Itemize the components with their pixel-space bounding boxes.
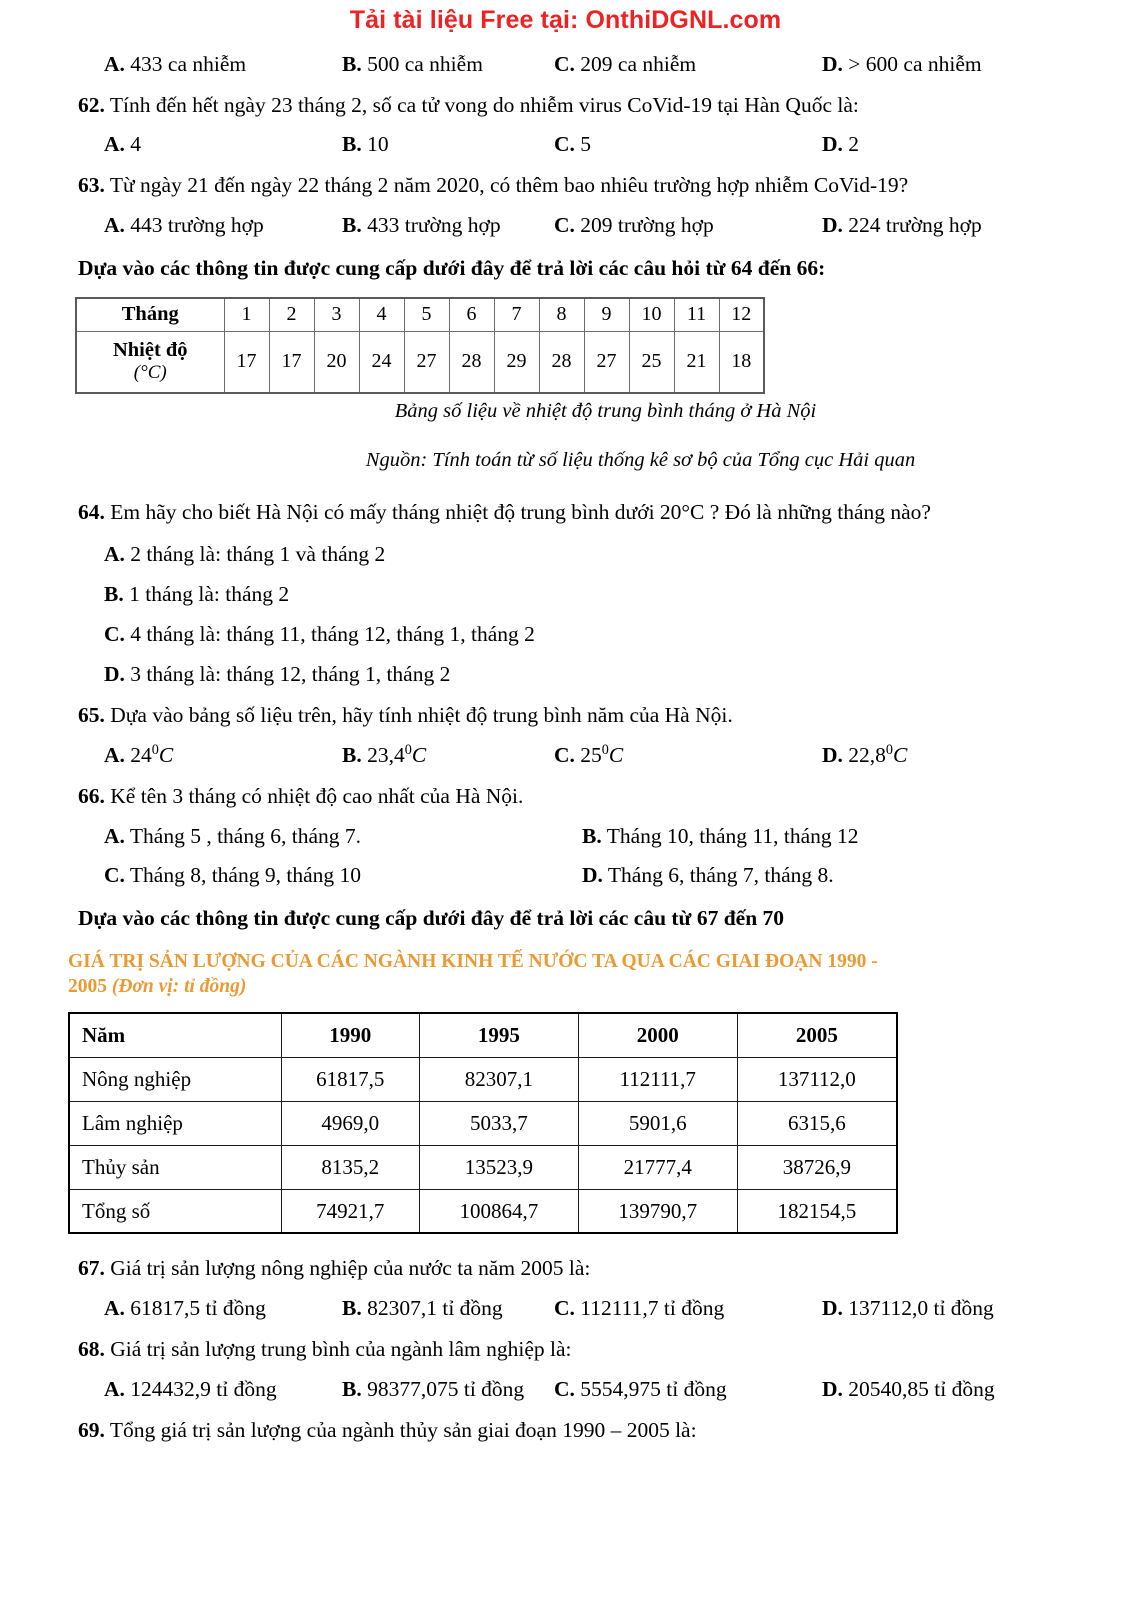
question-66-text: Kể tên 3 tháng có nhiệt độ cao nhất của Hà Nội. <box>110 783 524 808</box>
option-a-value: 24 <box>130 742 152 767</box>
option-c-letter: C. <box>554 213 575 238</box>
econ-cell: 139790,7 <box>578 1189 737 1233</box>
econ-table-wrapper <box>0 1012 1131 1234</box>
econ-header-2000: 2000 <box>578 1013 737 1057</box>
option-d[interactable] <box>822 132 859 157</box>
option-c[interactable] <box>554 213 822 238</box>
option-d-letter: D. <box>582 863 603 888</box>
option-d-letter: D. <box>822 51 843 76</box>
option-c[interactable] <box>104 622 1053 647</box>
econ-header-2005: 2005 <box>737 1013 897 1057</box>
temp-cell: 27 <box>404 331 449 393</box>
option-d[interactable] <box>582 863 834 888</box>
question-68-number: 68. <box>78 1337 105 1362</box>
option-d-letter: D. <box>822 1376 843 1401</box>
option-a-text: 4 <box>130 132 142 157</box>
option-d-letter: D. <box>822 132 843 157</box>
option-a[interactable] <box>104 1296 342 1321</box>
option-d-text: 20540,85 tỉ đồng <box>848 1376 995 1401</box>
question-64-text: Em hãy cho biết Hà Nội có mấy tháng nhiệt độ trung bình dưới 20°C ? Đó là những tháng nào? <box>110 500 931 525</box>
option-a-text: 433 ca nhiễm <box>130 51 247 76</box>
option-a-letter: A. <box>104 1376 125 1401</box>
option-b-text: 98377,075 tỉ đồng <box>367 1376 525 1401</box>
option-a[interactable] <box>104 1377 342 1402</box>
option-c-text: 5554,975 tỉ đồng <box>580 1376 727 1401</box>
option-a[interactable] <box>104 824 582 849</box>
temp-cell: 27 <box>584 331 629 393</box>
option-c-text: 4 tháng là: tháng 11, tháng 12, tháng 1, tháng 2 <box>130 621 535 646</box>
option-b-letter: B. <box>342 51 362 76</box>
econ-row-label: Nông nghiệp <box>69 1057 281 1101</box>
econ-cell: 100864,7 <box>419 1189 578 1233</box>
option-a[interactable] <box>104 743 342 768</box>
document-content-2 <box>0 498 1131 931</box>
table-row <box>76 298 764 331</box>
question-64-number: 64. <box>78 500 105 525</box>
question-63-number: 63. <box>78 173 105 198</box>
econ-cell: 4969,0 <box>281 1101 419 1145</box>
temperature-table-wrapper <box>0 297 1131 394</box>
option-a-text: 2 tháng là: tháng 1 và tháng 2 <box>130 541 386 566</box>
econ-row-label: Lâm nghiệp <box>69 1101 281 1145</box>
question-65-text: Dựa vào bảng số liệu trên, hãy tính nhiệt độ trung bình năm của Hà Nội. <box>110 702 733 727</box>
question-62-number: 62. <box>78 92 105 117</box>
option-c-letter: C. <box>554 1296 575 1321</box>
econ-cell: 137112,0 <box>737 1057 897 1101</box>
question-67-number: 67. <box>78 1256 105 1281</box>
option-b-text: 500 ca nhiễm <box>367 51 483 76</box>
option-b[interactable] <box>582 824 859 849</box>
option-a-text: Tháng 5 , tháng 6, tháng 7. <box>129 824 361 849</box>
option-d-text: 224 trường hợp <box>848 213 982 238</box>
option-b[interactable] <box>342 1377 554 1402</box>
temp-cell: 29 <box>494 331 539 393</box>
econ-cell: 38726,9 <box>737 1145 897 1189</box>
econ-row-label: Tổng số <box>69 1189 281 1233</box>
option-b-text: 82307,1 tỉ đồng <box>367 1296 503 1321</box>
option-d[interactable] <box>822 52 982 77</box>
option-b-text: 10 <box>367 132 389 157</box>
option-a-unit: C <box>158 742 174 767</box>
temp-label-text: Nhiệt độ <box>112 339 188 362</box>
option-c[interactable] <box>104 863 582 888</box>
option-b-value: 23,4 <box>367 742 405 767</box>
option-b[interactable] <box>342 52 554 77</box>
question-64-stem <box>78 498 1053 527</box>
option-d-letter: D. <box>822 742 843 767</box>
option-d-letter: D. <box>104 661 125 686</box>
option-b[interactable] <box>342 1296 554 1321</box>
month-cell: 7 <box>494 298 539 331</box>
option-a[interactable] <box>104 213 342 238</box>
option-d[interactable] <box>104 662 1053 687</box>
econ-header-year: Năm <box>69 1013 281 1057</box>
econ-cell: 21777,4 <box>578 1145 737 1189</box>
econ-cell: 13523,9 <box>419 1145 578 1189</box>
option-b-text: 433 trường hợp <box>367 213 501 238</box>
question-68-stem <box>78 1335 1053 1364</box>
option-b-letter: B. <box>342 132 362 157</box>
question-67-text: Giá trị sản lượng nông nghiệp của nước ta năm 2005 là: <box>110 1256 591 1281</box>
temp-cell: 28 <box>539 331 584 393</box>
option-a-letter: A. <box>104 213 125 238</box>
month-cell: 6 <box>449 298 494 331</box>
month-cell: 12 <box>719 298 764 331</box>
option-d-text: 137112,0 tỉ đồng <box>848 1296 994 1321</box>
econ-table-title <box>0 950 880 1000</box>
month-cell: 8 <box>539 298 584 331</box>
question-69-text: Tổng giá trị sản lượng của ngành thủy sản giai đoạn 1990 – 2005 là: <box>109 1417 697 1442</box>
option-b-letter: B. <box>342 1376 362 1401</box>
option-b-text: Tháng 10, tháng 11, tháng 12 <box>606 824 859 849</box>
econ-cell: 61817,5 <box>281 1057 419 1101</box>
option-a[interactable] <box>104 132 342 157</box>
option-a-text: 124432,9 tỉ đồng <box>130 1376 277 1401</box>
question-65-number: 65. <box>78 702 105 727</box>
table-header-row <box>69 1013 897 1057</box>
month-cell: 10 <box>629 298 674 331</box>
option-c[interactable] <box>554 1377 822 1402</box>
table-row <box>76 331 764 393</box>
econ-header-1990: 1990 <box>281 1013 419 1057</box>
option-c-letter: C. <box>104 621 125 646</box>
option-d-text: 2 <box>848 132 860 157</box>
question-65-stem <box>78 701 1053 730</box>
econ-title-main: GIÁ TRỊ SẢN LƯỢNG CỦA CÁC NGÀNH KINH TẾ NƯỚC TA QUA CÁC GIAI ĐOẠN 1990 - 2005 <box>68 951 878 998</box>
question-69-stem <box>78 1416 1053 1445</box>
option-d-unit: C <box>893 742 908 767</box>
temp-cell: 28 <box>449 331 494 393</box>
option-d-letter: D. <box>822 213 843 238</box>
option-a-letter: A. <box>104 132 125 157</box>
question-65-options <box>78 743 1053 768</box>
question-63-stem <box>78 171 1053 200</box>
temp-cell: 24 <box>359 331 404 393</box>
temperature-table-caption: Bảng số liệu về nhiệt độ trung bình tháng ở Hà Nội <box>394 400 817 423</box>
question-64-options <box>78 542 1053 687</box>
option-d[interactable] <box>822 1377 995 1402</box>
econ-cell: 6315,6 <box>737 1101 897 1145</box>
option-d-superscript: 0 <box>885 741 893 758</box>
temperature-table-source: Nguồn: Tính toán từ số liệu thống kê sơ bộ của Tổng cục Hải quan <box>365 449 916 472</box>
option-d-text: 3 tháng là: tháng 12, tháng 1, tháng 2 <box>130 661 451 686</box>
option-a-superscript: 0 <box>151 741 159 758</box>
econ-header-1995: 1995 <box>419 1013 578 1057</box>
option-c-text: 209 trường hợp <box>580 213 714 238</box>
temp-cell: 17 <box>224 331 269 393</box>
option-c-value: 25 <box>580 742 602 767</box>
option-c-superscript: 0 <box>601 741 609 758</box>
month-cell: 3 <box>314 298 359 331</box>
option-d-value: 22,8 <box>848 742 886 767</box>
question-62-options <box>78 132 1053 157</box>
option-c[interactable] <box>554 52 822 77</box>
option-d[interactable] <box>822 1296 994 1321</box>
econ-cell: 182154,5 <box>737 1189 897 1233</box>
option-b[interactable] <box>342 213 554 238</box>
option-b[interactable] <box>342 743 554 768</box>
option-a-text: 443 trường hợp <box>130 213 264 238</box>
temp-row-label-temperature <box>76 331 224 393</box>
section-header-67-70: Dựa vào các thông tin được cung cấp dưới đây để trả lời các câu từ 67 đến 70 <box>78 906 785 931</box>
option-b-letter: B. <box>342 213 362 238</box>
document-content-3 <box>0 1254 1131 1444</box>
econ-row-label: Thủy sản <box>69 1145 281 1189</box>
option-a-letter: A. <box>104 51 125 76</box>
question-63-options <box>78 213 1053 238</box>
temp-cell: 18 <box>719 331 764 393</box>
option-c-text: 209 ca nhiễm <box>580 51 697 76</box>
option-b[interactable] <box>104 582 1053 607</box>
question-68-options <box>78 1377 1053 1402</box>
option-d-text: > 600 ca nhiễm <box>848 51 982 76</box>
option-a[interactable] <box>104 542 1053 567</box>
option-c-letter: C. <box>554 51 575 76</box>
option-c-text: 112111,7 tỉ đồng <box>580 1296 725 1321</box>
option-d[interactable] <box>822 743 907 768</box>
option-b-letter: B. <box>342 742 362 767</box>
temp-cell: 20 <box>314 331 359 393</box>
table-row <box>69 1145 897 1189</box>
option-c-letter: C. <box>104 863 125 888</box>
option-b-text: 1 tháng là: tháng 2 <box>129 581 290 606</box>
option-a-letter: A. <box>104 541 125 566</box>
option-a[interactable] <box>104 52 342 77</box>
temperature-table <box>75 297 765 394</box>
econ-cell: 82307,1 <box>419 1057 578 1101</box>
month-cell: 2 <box>269 298 314 331</box>
month-cell: 5 <box>404 298 449 331</box>
question-68-text: Giá trị sản lượng trung bình của ngành lâm nghiệp là: <box>110 1337 572 1362</box>
temp-label-unit: (°C) <box>133 362 167 384</box>
month-cell: 4 <box>359 298 404 331</box>
document-content <box>0 52 1131 282</box>
econ-cell: 5033,7 <box>419 1101 578 1145</box>
question-67-stem <box>78 1254 1053 1283</box>
option-d-text: Tháng 6, tháng 7, tháng 8. <box>607 863 834 888</box>
temp-row-label-month: Tháng <box>76 298 224 331</box>
month-cell: 1 <box>224 298 269 331</box>
question-66-number: 66. <box>78 783 105 808</box>
option-b-letter: B. <box>342 1296 362 1321</box>
option-b-letter: B. <box>582 824 602 849</box>
option-d-letter: D. <box>822 1296 843 1321</box>
econ-cell: 74921,7 <box>281 1189 419 1233</box>
econ-cell: 8135,2 <box>281 1145 419 1189</box>
option-c-letter: C. <box>554 742 575 767</box>
economic-table <box>68 1012 898 1234</box>
temp-cell: 17 <box>269 331 314 393</box>
option-a-letter: A. <box>104 742 125 767</box>
econ-cell: 112111,7 <box>578 1057 737 1101</box>
question-63-text: Từ ngày 21 đến ngày 22 tháng 2 năm 2020, có thêm bao nhiêu trường hợp nhiễm CoVid-19? <box>109 173 909 198</box>
question-67-options <box>78 1296 1053 1321</box>
question-62-text: Tính đến hết ngày 23 tháng 2, số ca tử vong do nhiễm virus CoVid-19 tại Hàn Quốc là: <box>109 92 859 117</box>
option-b-superscript: 0 <box>404 741 412 758</box>
option-c[interactable] <box>554 132 822 157</box>
option-c-letter: C. <box>554 132 575 157</box>
temp-cell: 21 <box>674 331 719 393</box>
option-a-text: 61817,5 tỉ đồng <box>130 1296 266 1321</box>
option-c-unit: C <box>608 742 624 767</box>
option-b-unit: C <box>411 742 427 767</box>
question-66-options-row-2 <box>78 863 1053 888</box>
site-banner: Tải tài liệu Free tại: OnthiDGNL.com <box>349 6 782 34</box>
question-61-options <box>78 52 1053 77</box>
option-b-letter: B. <box>104 581 124 606</box>
month-cell: 9 <box>584 298 629 331</box>
section-header-64-66: Dựa vào các thông tin được cung cấp dưới đây để trả lời các câu hỏi từ 64 đến 66: <box>78 256 826 281</box>
table-row <box>69 1101 897 1145</box>
temp-cell: 25 <box>629 331 674 393</box>
option-c[interactable] <box>554 743 822 768</box>
option-c-text: 5 <box>580 132 592 157</box>
option-d[interactable] <box>822 213 982 238</box>
option-c[interactable] <box>554 1296 822 1321</box>
option-c-letter: C. <box>554 1376 575 1401</box>
option-a-letter: A. <box>104 824 125 849</box>
question-62-stem <box>78 91 1053 120</box>
table-row <box>69 1189 897 1233</box>
econ-cell: 5901,6 <box>578 1101 737 1145</box>
table-row <box>69 1057 897 1101</box>
question-66-stem <box>78 782 1053 811</box>
option-b[interactable] <box>342 132 554 157</box>
econ-title-unit: (Đơn vị: tỉ đồng) <box>111 976 247 998</box>
question-66-options-row-1 <box>78 824 1053 849</box>
option-a-letter: A. <box>104 1296 125 1321</box>
question-69-number: 69. <box>78 1417 105 1442</box>
option-c-text: Tháng 8, tháng 9, tháng 10 <box>129 863 361 888</box>
month-cell: 11 <box>674 298 719 331</box>
